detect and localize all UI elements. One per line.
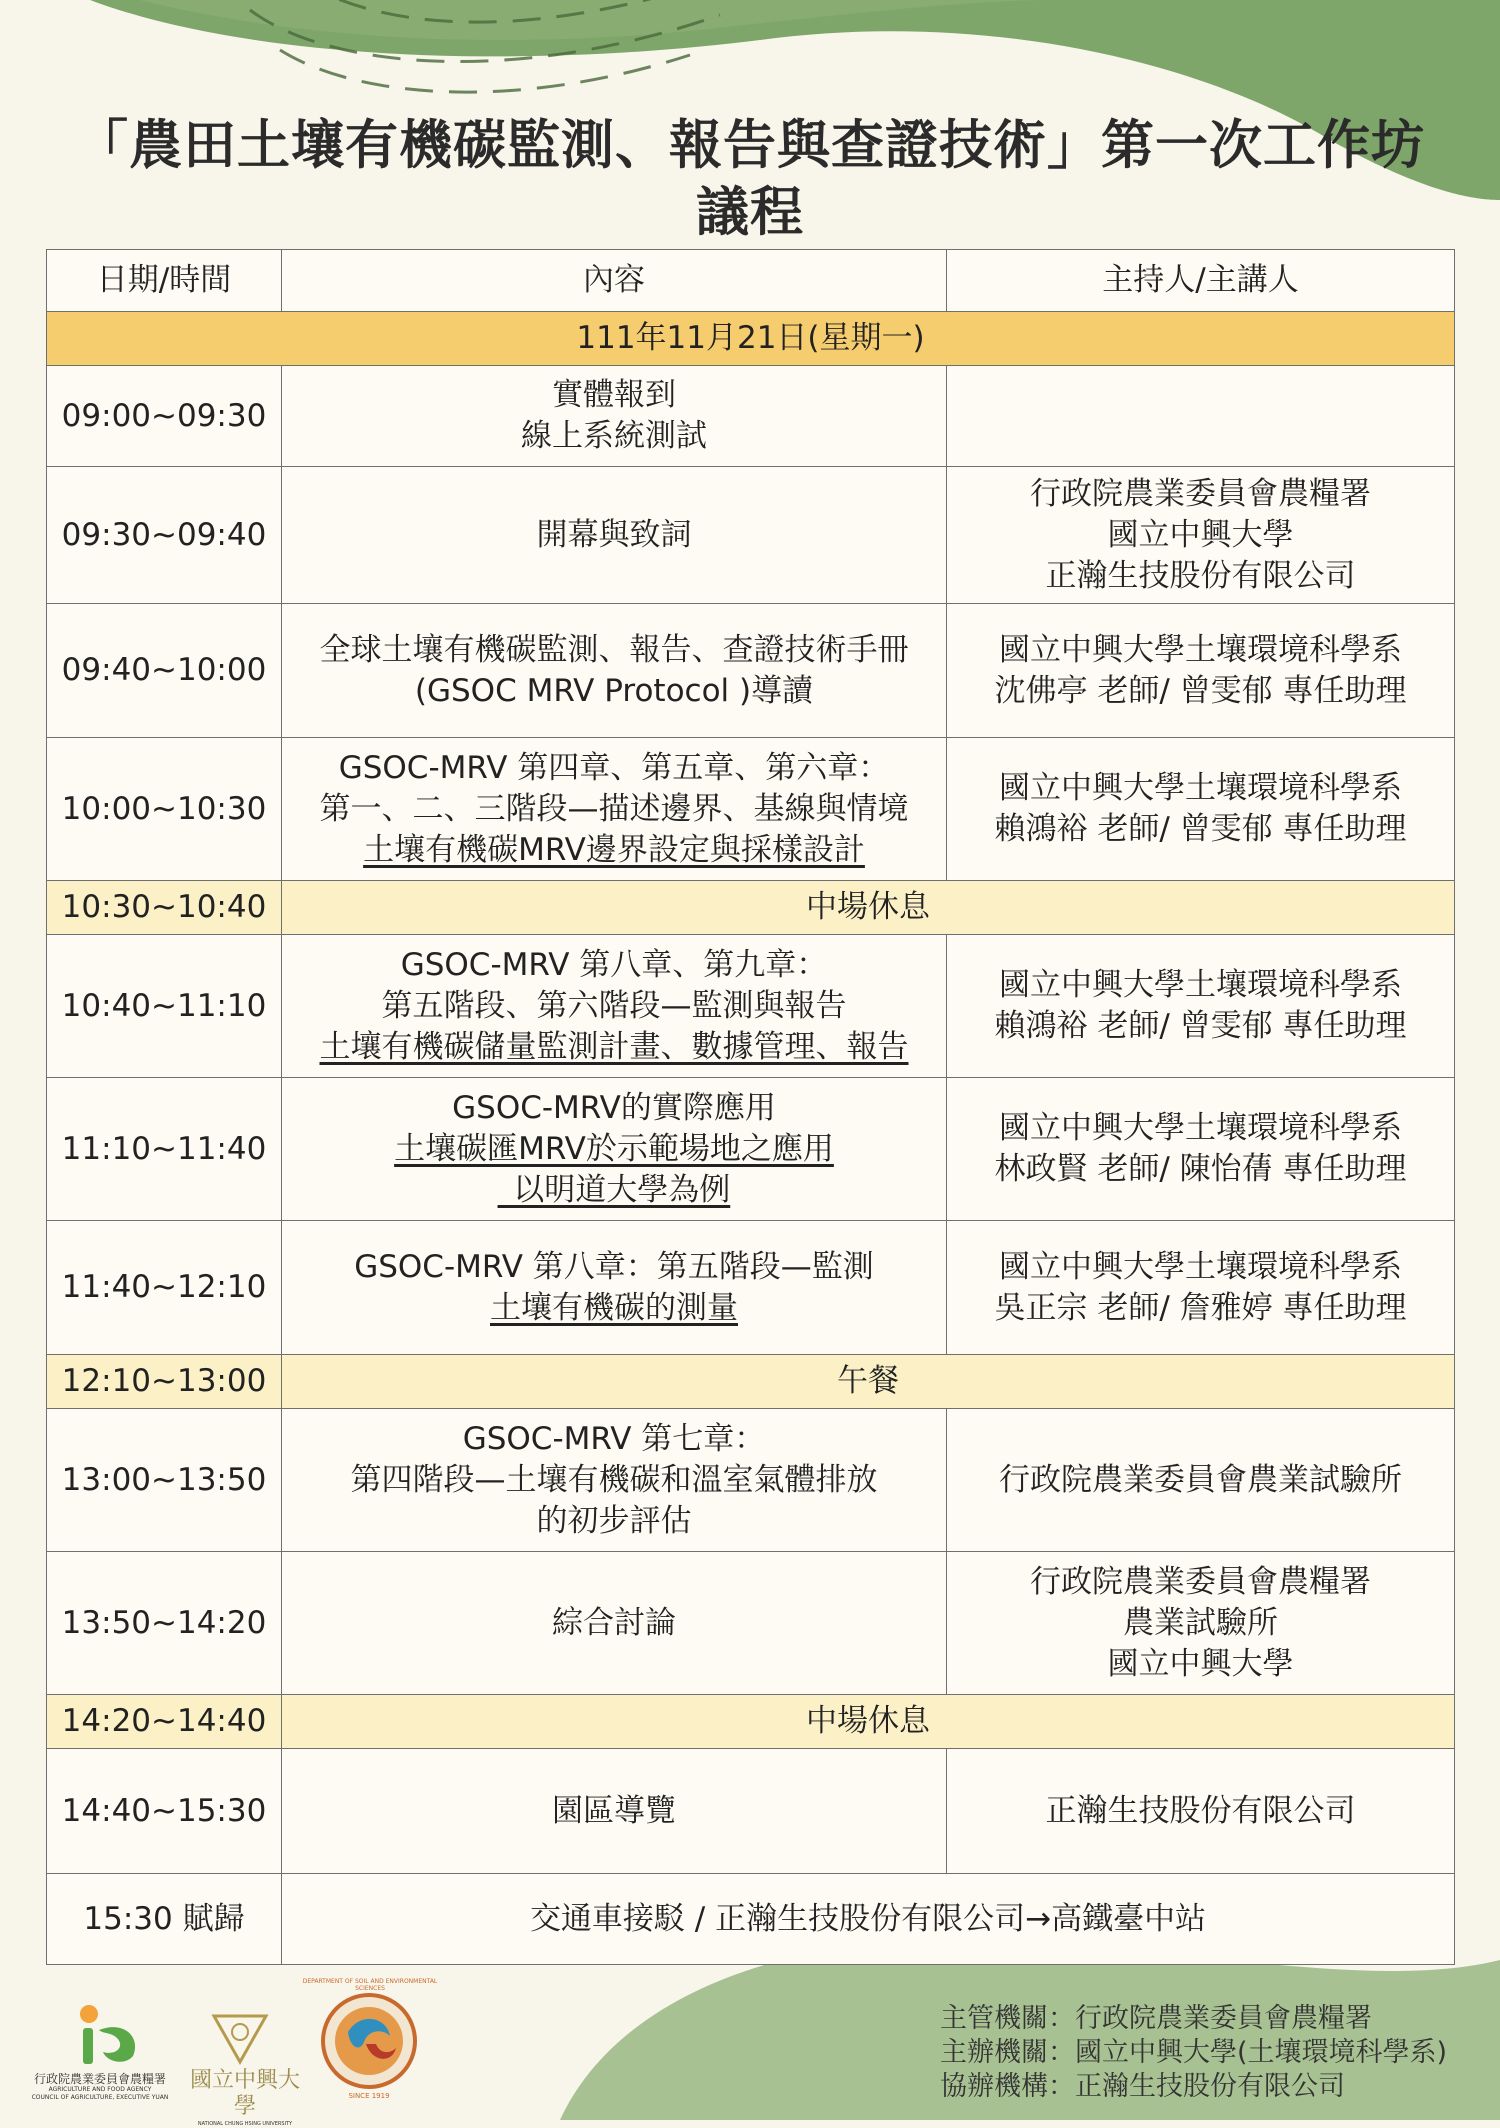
agenda-table (46, 249, 1455, 1965)
content-line-underlined: _以明道大學為例 (497, 1171, 731, 1208)
content-cell (282, 738, 947, 881)
nchu-name: 國立中興大學 (189, 2068, 300, 2119)
content-cell (282, 1749, 947, 1874)
speaker-line: 林政賢 老師/ 陳怡蒨 專任助理 (994, 1151, 1407, 1187)
table-row (47, 1874, 1455, 1965)
speaker-line: 國立中興大學 (1107, 1645, 1294, 1682)
content-line: 的初步評估 (536, 1502, 692, 1539)
speaker-cell (947, 1749, 1455, 1874)
content-cell (282, 935, 947, 1078)
page-subtitle: 議程 (696, 182, 804, 243)
time-cell: 13:50~14:20 (47, 1552, 282, 1695)
speaker-line: 吳正宗 老師/ 詹雅婷 專任助理 (994, 1289, 1407, 1326)
break-cell: 中場休息 (282, 1695, 1455, 1749)
break-cell: 中場休息 (282, 881, 1455, 935)
speaker-cell (947, 604, 1455, 738)
content-line: GSOC-MRV 第八章：第五階段—監測 (354, 1248, 874, 1285)
content-line: GSOC-MRV的實際應用 (452, 1089, 776, 1126)
speaker-cell (947, 1552, 1455, 1695)
table-row (47, 738, 1455, 881)
content-line: 全球土壤有機碳監測、報告、查證技術手冊 (319, 631, 909, 668)
time-cell: 12:10~13:00 (47, 1355, 282, 1409)
organizer-info (940, 2002, 1447, 2104)
break-cell: 午餐 (282, 1355, 1455, 1409)
afa-english-council: COUNCIL OF AGRICULTURE, EXECUTIVE YUAN (31, 2094, 169, 2101)
time-cell: 10:30~10:40 (47, 881, 282, 935)
content-line: 園區導覽 (552, 1792, 676, 1829)
time-cell: 15:30 賦歸 (47, 1874, 282, 1965)
organizer-supervisor: 主管機關：行政院農業委員會農糧署 (940, 2003, 1372, 2034)
content-line: 開幕與致詞 (536, 516, 692, 553)
content-line: 第一、二、三階段—描述邊界、基線與情境 (319, 790, 909, 827)
nchu-emblem-icon (210, 2010, 270, 2066)
header-content: 內容 (282, 250, 947, 312)
speaker-cell (947, 467, 1455, 604)
table-row (47, 366, 1455, 467)
dept-soil-emblem-icon (320, 1992, 418, 2090)
break-row (47, 1355, 1455, 1409)
content-line: 綜合討論 (552, 1604, 676, 1641)
break-row (47, 881, 1455, 935)
content-line-underlined: 土壤有機碳的測量 (490, 1289, 738, 1326)
speaker-line: 國立中興大學土壤環境科學系 (999, 1248, 1402, 1285)
content-line: 線上系統測試 (521, 418, 707, 454)
afa-logo-caption (25, 2073, 175, 2102)
time-cell: 10:40~11:10 (47, 935, 282, 1078)
content-cell (282, 1552, 947, 1695)
time-cell: 11:40~12:10 (47, 1221, 282, 1355)
content-line-underlined: 土壤有機碳儲量監測計畫、數據管理、報告 (319, 1028, 909, 1065)
organizer-host: 主辦機關：國立中興大學(土壤環境科學系) (940, 2037, 1448, 2068)
speaker-line: 行政院農業委員會農業試驗所 (999, 1461, 1402, 1498)
date-row (47, 312, 1455, 366)
speaker-line: 行政院農業委員會農糧署 (1030, 475, 1371, 512)
nchu-caption (180, 2068, 310, 2128)
time-cell: 09:40~10:00 (47, 604, 282, 738)
speaker-line: 行政院農業委員會農糧署 (1030, 1563, 1371, 1600)
time-cell: 14:20~14:40 (47, 1695, 282, 1749)
speaker-line: 國立中興大學 (1107, 516, 1294, 553)
content-line-underlined: 土壤碳匯MRV於示範場地之應用 (394, 1130, 834, 1167)
content-cell (282, 467, 947, 604)
content-line-underlined: 土壤有機碳MRV邊界設定與採樣設計 (363, 831, 865, 868)
table-row (47, 604, 1455, 738)
page-title: 「農田土壤有機碳監測、報告與查證技術」第一次工作坊 (75, 115, 1425, 176)
speaker-line: 國立中興大學土壤環境科學系 (999, 631, 1402, 668)
speaker-cell (947, 366, 1455, 467)
table-row (47, 467, 1455, 604)
speaker-line: 農業試驗所 (1123, 1604, 1278, 1641)
time-cell: 14:40~15:30 (47, 1749, 282, 1874)
transport-cell: 交通車接駁 / 正瀚生技股份有限公司→高鐵臺中站 (282, 1874, 1455, 1965)
table-row (47, 1221, 1455, 1355)
content-line: GSOC-MRV 第四章、第五章、第六章： (338, 749, 890, 786)
content-line: GSOC-MRV 第八章、第九章： (400, 946, 828, 983)
afa-name: 行政院農業委員會農糧署 (33, 2072, 166, 2086)
header-datetime: 日期/時間 (47, 250, 282, 312)
content-line: (GSOC MRV Protocol )導讀 (414, 672, 814, 709)
content-cell (282, 1409, 947, 1552)
content-line: 實體報到 (552, 377, 676, 413)
speaker-line: 賴鴻裕 老師/ 曾雯郁 專任助理 (994, 1008, 1407, 1044)
time-cell: 09:00~09:30 (47, 366, 282, 467)
speaker-cell (947, 1409, 1455, 1552)
content-cell (282, 604, 947, 738)
table-row (47, 1749, 1455, 1874)
content-cell (282, 1078, 947, 1221)
speaker-line: 正瀚生技股份有限公司 (1045, 557, 1356, 594)
date-cell: 111年11月21日(星期一) (47, 312, 1455, 366)
nchu-english-name: NATIONAL CHUNG HSING UNIVERSITY (197, 2121, 293, 2127)
organizer-cohost: 協辦機構：正瀚生技股份有限公司 (940, 2071, 1345, 2102)
dept-english-name: DEPARTMENT OF SOIL AND ENVIRONMENTAL SCIENCES (302, 1978, 438, 1992)
time-cell: 13:00~13:50 (47, 1409, 282, 1552)
speaker-line: 賴鴻裕 老師/ 曾雯郁 專任助理 (994, 811, 1407, 847)
dept-since: SINCE 1919 (348, 2092, 390, 2100)
speaker-cell (947, 738, 1455, 881)
afa-english-name: AGRICULTURE AND FOOD AGENCY (48, 2086, 152, 2093)
time-cell: 09:30~09:40 (47, 467, 282, 604)
dept-soil-logo (302, 1978, 438, 2100)
content-cell (282, 366, 947, 467)
table-row (47, 1078, 1455, 1221)
header-speaker: 主持人/主講人 (947, 250, 1455, 312)
break-row (47, 1695, 1455, 1749)
content-cell (282, 1221, 947, 1355)
content-line: GSOC-MRV 第七章： (462, 1420, 766, 1457)
table-row (47, 1409, 1455, 1552)
speaker-line: 沈佛亭 老師/ 曾雯郁 專任助理 (994, 672, 1407, 709)
speaker-line: 國立中興大學土壤環境科學系 (999, 770, 1402, 806)
speaker-cell (947, 1221, 1455, 1355)
table-row (47, 1552, 1455, 1695)
content-line: 第五階段、第六階段—監測與報告 (381, 987, 847, 1024)
time-cell: 11:10~11:40 (47, 1078, 282, 1221)
table-row (47, 935, 1455, 1078)
speaker-line: 國立中興大學土壤環境科學系 (999, 967, 1402, 1003)
speaker-line: 正瀚生技股份有限公司 (1045, 1792, 1356, 1829)
time-cell: 10:00~10:30 (47, 738, 282, 881)
speaker-line: 國立中興大學土壤環境科學系 (999, 1110, 1402, 1146)
table-header-row (47, 250, 1455, 312)
speaker-cell (947, 935, 1455, 1078)
speaker-cell (947, 1078, 1455, 1221)
afa-logo (55, 2000, 145, 2070)
content-line: 第四階段—土壤有機碳和溫室氣體排放 (350, 1461, 878, 1498)
